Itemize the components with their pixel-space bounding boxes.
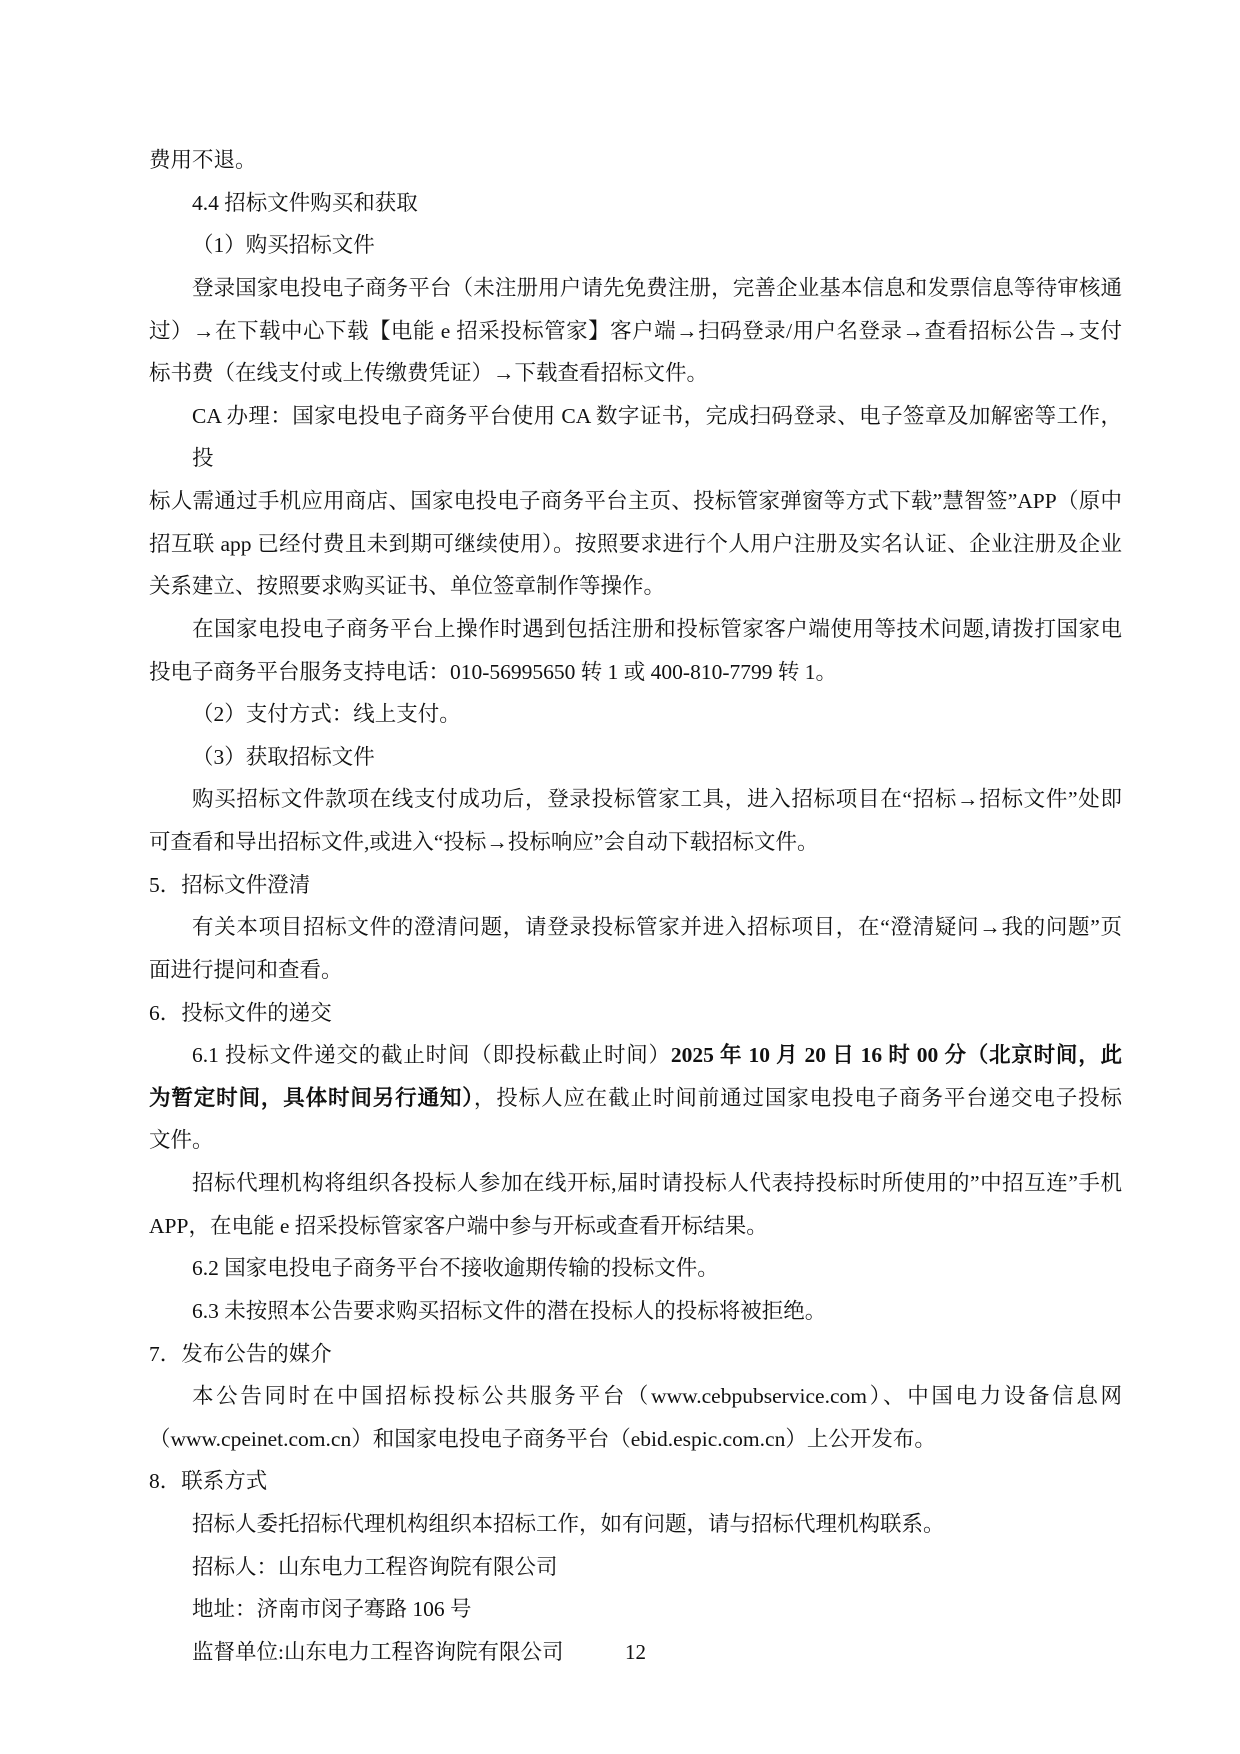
- text-line: [149, 608, 1122, 651]
- text-line: [149, 1034, 1122, 1077]
- text-segment: （3）获取招标文件: [192, 744, 375, 769]
- text-line: [149, 651, 1122, 694]
- text-segment: （www.cpeinet.com.cn）和国家电投电子商务平台（ebid.espic.com.cn）上公开发布。: [149, 1426, 936, 1451]
- text-segment: 监督单位:山东电力工程咨询院有限公司: [192, 1639, 564, 1664]
- text-line: [149, 395, 1122, 480]
- text-segment: 5．招标文件澄清: [149, 872, 311, 897]
- text-segment: 文件。: [149, 1128, 214, 1153]
- text-segment: 6.2 国家电投电子商务平台不接收逾期传输的投标文件。: [192, 1256, 719, 1281]
- text-line: [149, 224, 1122, 267]
- text-segment: 7．发布公告的媒介: [149, 1341, 332, 1366]
- text-line: [149, 1290, 1122, 1333]
- text-segment: 6.1 投标文件递交的截止时间（即投标截止时间）: [192, 1043, 671, 1068]
- text-line: [149, 1119, 1122, 1162]
- text-line: [149, 267, 1122, 310]
- text-segment: 本公告同时在中国招标投标公共服务平台（www.cebpubservice.com）、中国电力设备信息网: [192, 1384, 1122, 1409]
- text-segment: 可查看和导出招标文件,或进入“投标→投标响应”会自动下载招标文件。: [149, 830, 819, 854]
- text-segment: 招标人：山东电力工程咨询院有限公司: [192, 1554, 558, 1579]
- text-line: [149, 310, 1122, 353]
- text-segment: 地址：济南市闵子骞路 106 号: [192, 1597, 472, 1622]
- text-line: [149, 523, 1122, 566]
- text-segment: CA 办理：国家电投电子商务平台使用 CA 数字证书，完成扫码登录、电子签章及加解密等工作，投: [192, 403, 1122, 471]
- bold-text-segment: 2025 年 10 月 20 日 16 时 00 分（北京时间，此: [670, 1043, 1122, 1068]
- text-segment: 招互联 app 已经付费且未到期可继续使用）。按照要求进行个人用户注册及实名认证、企业注册及企业: [149, 531, 1122, 556]
- text-segment: ，投标人应在截止时间前通过国家电投电子商务平台递交电子投标: [473, 1085, 1122, 1110]
- text-segment: 关系建立、按照要求购买证书、单位签章制作等操作。: [149, 574, 666, 599]
- page-number: 12: [625, 1640, 646, 1664]
- text-line: [149, 1503, 1122, 1546]
- text-segment: 4.4 招标文件购买和获取: [192, 190, 418, 215]
- text-line: [149, 1588, 1122, 1631]
- text-line: [149, 778, 1122, 821]
- text-segment: 6．投标文件的递交: [149, 1000, 332, 1025]
- text-segment: 标书费（在线支付或上传缴费凭证）→下载查看招标文件。: [149, 361, 709, 386]
- text-segment: 在国家电投电子商务平台上操作时遇到包括注册和投标管家客户端使用等技术问题,请拨打国家电: [192, 616, 1122, 641]
- text-segment: 登录国家电投电子商务平台（未注册用户请先免费注册，完善企业基本信息和发票信息等待审核通: [192, 275, 1122, 300]
- text-segment: 6.3 未按照本公告要求购买招标文件的潜在投标人的投标将被拒绝。: [192, 1298, 827, 1323]
- text-line: [149, 1546, 1122, 1589]
- text-segment: 招标人委托招标代理机构组织本招标工作，如有问题，请与招标代理机构联系。: [192, 1512, 945, 1536]
- text-line: [149, 1418, 1122, 1461]
- text-line: [149, 1375, 1122, 1418]
- text-segment: APP，在电能 e 招采投标管家客户端中参与开标或查看开标结果。: [149, 1213, 768, 1238]
- text-line: [149, 736, 1122, 779]
- text-segment: 过）→在下载中心下载【电能 e 招采投标管家】客户端→扫码登录/用户名登录→查看招标公告→支付: [149, 318, 1122, 343]
- text-segment: （1）购买招标文件: [192, 233, 375, 258]
- text-line: [149, 352, 1122, 395]
- text-line: [149, 821, 1122, 864]
- text-line: [149, 864, 1122, 907]
- text-line: [149, 139, 1122, 182]
- text-segment: 费用不退。: [149, 148, 257, 172]
- text-line: [149, 906, 1122, 949]
- text-line: [149, 992, 1122, 1035]
- text-line: [149, 565, 1122, 608]
- text-segment: 有关本项目招标文件的澄清问题，请登录投标管家并进入招标项目，在“澄清疑问→我的问题”页: [192, 915, 1122, 940]
- text-segment: 投电子商务平台服务支持电话：010-56995650 转 1 或 400-810-7799 转 1。: [149, 659, 837, 684]
- text-line: [149, 1333, 1122, 1376]
- text-segment: 面进行提问和查看。: [149, 957, 343, 982]
- text-line: [149, 1247, 1122, 1290]
- text-line: [149, 1460, 1122, 1503]
- text-segment: 标人需通过手机应用商店、国家电投电子商务平台主页、投标管家弹窗等方式下载”慧智签”APP（原中: [149, 489, 1122, 513]
- text-line: [149, 1205, 1122, 1248]
- text-line: [149, 693, 1122, 736]
- text-segment: （2）支付方式：线上支付。: [192, 702, 461, 727]
- bold-text-segment: 为暂定时间，具体时间另行通知）: [149, 1085, 474, 1110]
- text-line: [149, 1077, 1122, 1120]
- text-line: [149, 182, 1122, 225]
- text-segment: 招标代理机构将组织各投标人参加在线开标,届时请投标人代表持投标时所使用的”中招互连”手机: [192, 1171, 1122, 1195]
- text-segment: 8．联系方式: [149, 1469, 268, 1494]
- document-body: [149, 139, 1122, 1674]
- text-line: [149, 480, 1122, 523]
- text-segment: 购买招标文件款项在线支付成功后，登录投标管家工具，进入招标项目在“招标→招标文件”处即: [192, 787, 1122, 812]
- text-line: [149, 949, 1122, 992]
- text-line: [149, 1162, 1122, 1205]
